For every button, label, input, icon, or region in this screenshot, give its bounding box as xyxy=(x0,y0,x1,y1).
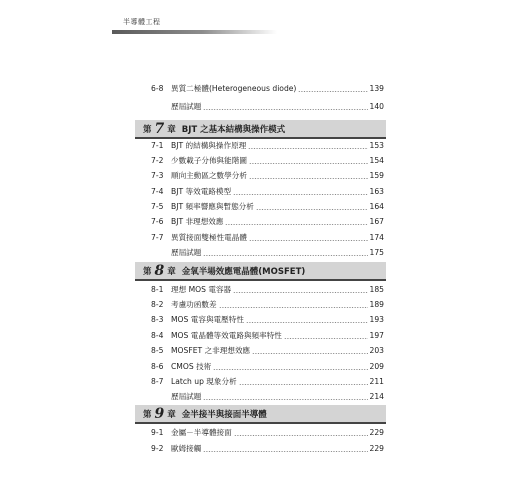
toc-entry xyxy=(151,153,384,165)
section-title: 歷屆試題 xyxy=(171,102,202,112)
section-title: BJT 的結構與操作原理 xyxy=(171,141,247,151)
page-number: 139 xyxy=(369,84,384,94)
dot-leader xyxy=(249,163,368,164)
page-number: 197 xyxy=(369,331,384,341)
chapter-title: BJT 之基本結構與操作模式 xyxy=(181,124,286,135)
section-title: 歷屆試題 xyxy=(171,392,202,402)
toc-entry xyxy=(151,389,384,401)
toc-entry xyxy=(151,343,384,355)
section-number: 8-4 xyxy=(151,331,164,341)
toc-entry xyxy=(151,199,384,211)
section-title: CMOS 技術 xyxy=(171,362,212,372)
dot-leader xyxy=(249,178,368,179)
chapter-number: 8 xyxy=(154,262,165,279)
section-number: 7-5 xyxy=(151,202,164,212)
section-title: BJT 非理想效應 xyxy=(171,217,224,227)
section-number: 9-2 xyxy=(151,444,164,454)
section-title: MOS 電容與電壓特性 xyxy=(171,315,244,325)
page-number: 229 xyxy=(369,444,384,454)
chapter-title: 金半接半與接面半導體 xyxy=(181,409,267,420)
section-title: BJT 頻率響應與暫態分析 xyxy=(171,202,254,212)
page-number: 214 xyxy=(369,392,384,402)
section-title: 異質接面雙極性電晶體 xyxy=(171,233,247,243)
toc-entry xyxy=(151,374,384,386)
page-number: 229 xyxy=(369,428,384,438)
toc-entry xyxy=(151,214,384,226)
toc-entry xyxy=(151,441,384,453)
section-number: 7-2 xyxy=(151,156,164,166)
section-title: MOSFET 之非理想效應 xyxy=(171,346,251,356)
section-number: 8-1 xyxy=(151,285,164,295)
toc-entry xyxy=(151,184,384,196)
chapter-title: 金氧半場效應電晶體(MOSFET) xyxy=(181,266,306,277)
chapter-suffix: 章 xyxy=(167,124,176,135)
chapter-heading xyxy=(135,405,386,424)
toc-entry xyxy=(151,245,384,257)
toc-entry xyxy=(151,297,384,309)
section-number: 7-7 xyxy=(151,233,164,243)
chapter-heading xyxy=(135,120,386,139)
page-number: 203 xyxy=(369,346,384,356)
page-number: 211 xyxy=(369,377,384,387)
chapter-heading xyxy=(135,262,386,281)
chapter-number: 7 xyxy=(154,120,165,137)
toc-entry xyxy=(151,168,384,180)
toc-entry xyxy=(151,359,384,371)
toc-entry xyxy=(151,81,384,93)
page-number: 174 xyxy=(369,233,384,243)
section-number: 7-3 xyxy=(151,171,164,181)
section-title: 順向主動區之數學分析 xyxy=(171,171,247,181)
section-number: 7-4 xyxy=(151,187,164,197)
toc-entry xyxy=(151,99,384,111)
dot-leader xyxy=(248,148,367,149)
section-title: 理想 MOS 電容器 xyxy=(171,285,232,295)
page-number: 185 xyxy=(369,285,384,295)
section-number: 8-2 xyxy=(151,300,164,310)
dot-leader xyxy=(249,240,368,241)
running-head: 半導體工程 xyxy=(123,18,161,26)
section-number: 8-3 xyxy=(151,315,164,325)
section-number: 8-5 xyxy=(151,346,164,356)
dot-leader xyxy=(246,322,368,323)
page-number: 164 xyxy=(369,202,384,212)
page-number: 209 xyxy=(369,362,384,372)
page-number: 167 xyxy=(369,217,384,227)
dot-leader xyxy=(203,109,367,110)
section-number: 7-6 xyxy=(151,217,164,227)
toc-entry xyxy=(151,138,384,150)
toc-entry xyxy=(151,230,384,242)
section-title: 異質二極體(Heterogeneous diode) xyxy=(171,84,297,94)
dot-leader xyxy=(252,353,367,354)
section-title: BJT 等效電路模型 xyxy=(171,187,232,197)
section-title: 金屬－半導體接面 xyxy=(171,428,232,438)
page-number: 193 xyxy=(369,315,384,325)
section-title: 少數載子分佈與能階圖 xyxy=(171,156,247,166)
section-title: Latch up 現象分析 xyxy=(171,377,237,387)
page-number: 153 xyxy=(369,141,384,151)
dot-leader xyxy=(239,384,368,385)
page-number: 154 xyxy=(369,156,384,166)
page-number: 175 xyxy=(369,248,384,258)
dot-leader xyxy=(225,224,367,225)
chapter-prefix: 第 xyxy=(143,409,152,420)
page-number: 163 xyxy=(369,187,384,197)
page-number: 159 xyxy=(369,171,384,181)
toc-entry xyxy=(151,282,384,294)
section-number: 8-7 xyxy=(151,377,164,387)
chapter-suffix: 章 xyxy=(167,409,176,420)
section-title: 考慮功函數差 xyxy=(171,300,217,310)
section-number: 7-1 xyxy=(151,141,164,151)
section-number: 8-6 xyxy=(151,362,164,372)
toc-entry xyxy=(151,312,384,324)
dot-leader xyxy=(233,292,367,293)
toc-entry xyxy=(151,328,384,340)
dot-leader xyxy=(219,307,368,308)
page-number: 189 xyxy=(369,300,384,310)
dot-leader xyxy=(203,255,367,256)
chapter-number: 9 xyxy=(154,405,165,422)
dot-leader xyxy=(203,451,367,452)
chapter-prefix: 第 xyxy=(143,124,152,135)
dot-leader xyxy=(256,209,368,210)
dot-leader xyxy=(298,91,367,92)
dot-leader xyxy=(233,194,367,195)
section-number: 6-8 xyxy=(151,84,164,94)
section-title: 歐姆接觸 xyxy=(171,444,202,454)
section-title: 歷屆試題 xyxy=(171,248,202,258)
toc-entry xyxy=(151,425,384,437)
dot-leader xyxy=(234,435,368,436)
dot-leader xyxy=(213,369,367,370)
dot-leader xyxy=(284,338,368,339)
chapter-prefix: 第 xyxy=(143,266,152,277)
page-number: 140 xyxy=(369,102,384,112)
section-number: 9-1 xyxy=(151,428,164,438)
section-title: MOS 電晶體等效電路與頻率特性 xyxy=(171,331,282,341)
chapter-suffix: 章 xyxy=(167,266,176,277)
dot-leader xyxy=(203,399,367,400)
